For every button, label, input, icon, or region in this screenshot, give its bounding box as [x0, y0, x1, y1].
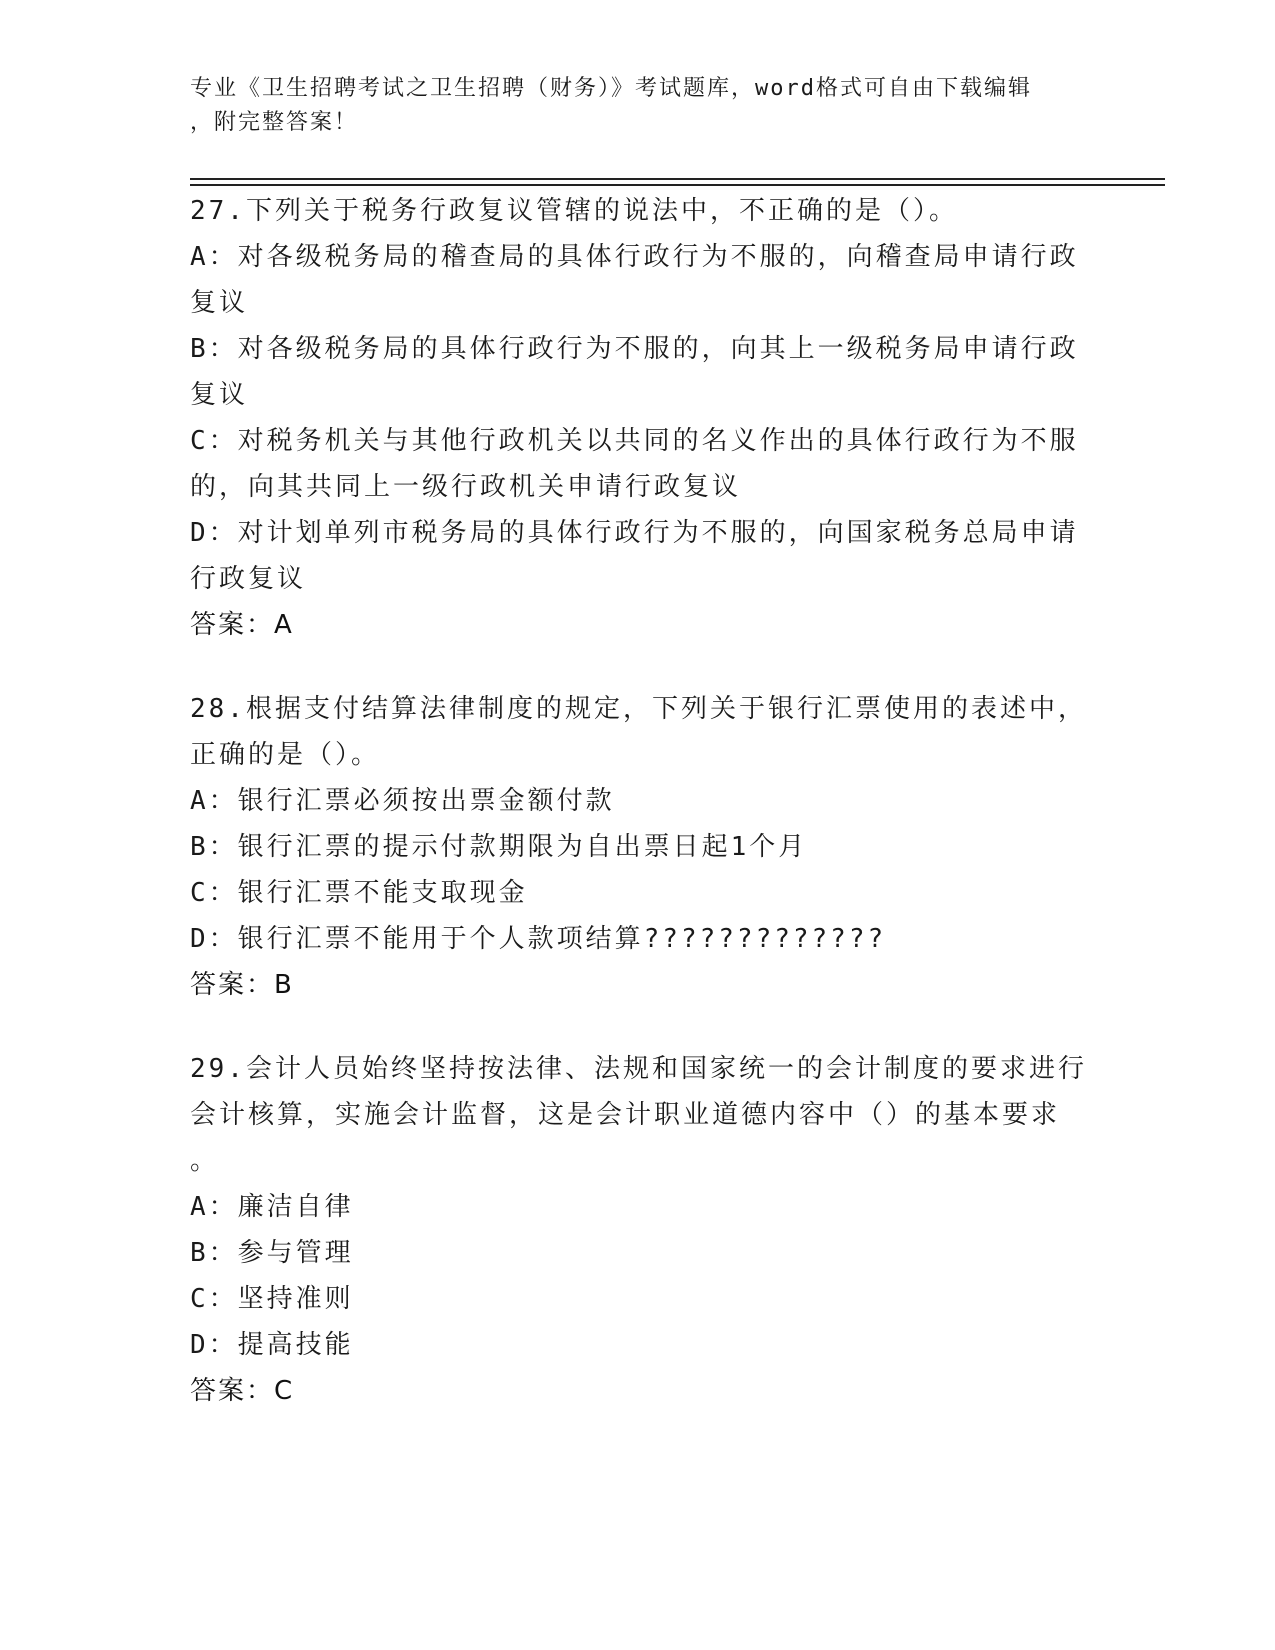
option-a: A：廉洁自律: [190, 1192, 354, 1222]
option-d: D：银行汇票不能用于个人款项结算?????????????: [190, 924, 887, 954]
answer: 答案：A: [190, 610, 294, 640]
question-stem-end: 。: [190, 1146, 220, 1176]
option-b: B：对各级税务局的具体行政行为不服的，向其上一级税务局申请行政: [190, 334, 1079, 364]
question-27: [190, 188, 1090, 648]
option-a: A：对各级税务局的稽查局的具体行政行为不服的，向稽查局申请行政: [190, 242, 1079, 272]
option-d: D：对计划单列市税务局的具体行政行为不服的，向国家税务总局申请: [190, 518, 1079, 548]
option-c: C：银行汇票不能支取现金: [190, 878, 528, 908]
question-list: [190, 188, 1090, 1452]
option-b-continued: 复议: [190, 380, 249, 410]
question-stem: 27.下列关于税务行政复议管辖的说法中，不正确的是（）。: [190, 196, 958, 226]
option-c: C：坚持准则: [190, 1284, 354, 1314]
question-29: [190, 1046, 1090, 1414]
question-stem-continued: 会计核算，实施会计监督，这是会计职业道德内容中（）的基本要求: [190, 1100, 1061, 1130]
answer: 答案：C: [190, 1376, 295, 1406]
question-stem-continued: 正确的是（）。: [190, 740, 381, 770]
option-c: C：对税务机关与其他行政机关以共同的名义作出的具体行政行为不服: [190, 426, 1079, 456]
option-d-continued: 行政复议: [190, 564, 307, 594]
option-d: D：提高技能: [190, 1330, 354, 1360]
question-stem: 29.会计人员始终坚持按法律、法规和国家统一的会计制度的要求进行: [190, 1054, 1087, 1084]
option-a: A：银行汇票必须按出票金额付款: [190, 786, 615, 816]
option-a-continued: 复议: [190, 288, 249, 318]
document-header: 专业《卫生招聘考试之卫生招聘（财务）》考试题库，word格式可自由下载编辑 ，附完整答案！: [190, 76, 1032, 135]
header-divider-bottom: [190, 184, 1165, 186]
option-b: B：银行汇票的提示付款期限为自出票日起1个月: [190, 832, 808, 862]
question-28: [190, 686, 1090, 1008]
header-divider-top: [190, 178, 1165, 180]
option-b: B：参与管理: [190, 1238, 354, 1268]
option-c-continued: 的，向其共同上一级行政机关申请行政复议: [190, 472, 742, 502]
answer: 答案：B: [190, 970, 294, 1000]
question-stem: 28.根据支付结算法律制度的规定，下列关于银行汇票使用的表述中，: [190, 694, 1087, 724]
